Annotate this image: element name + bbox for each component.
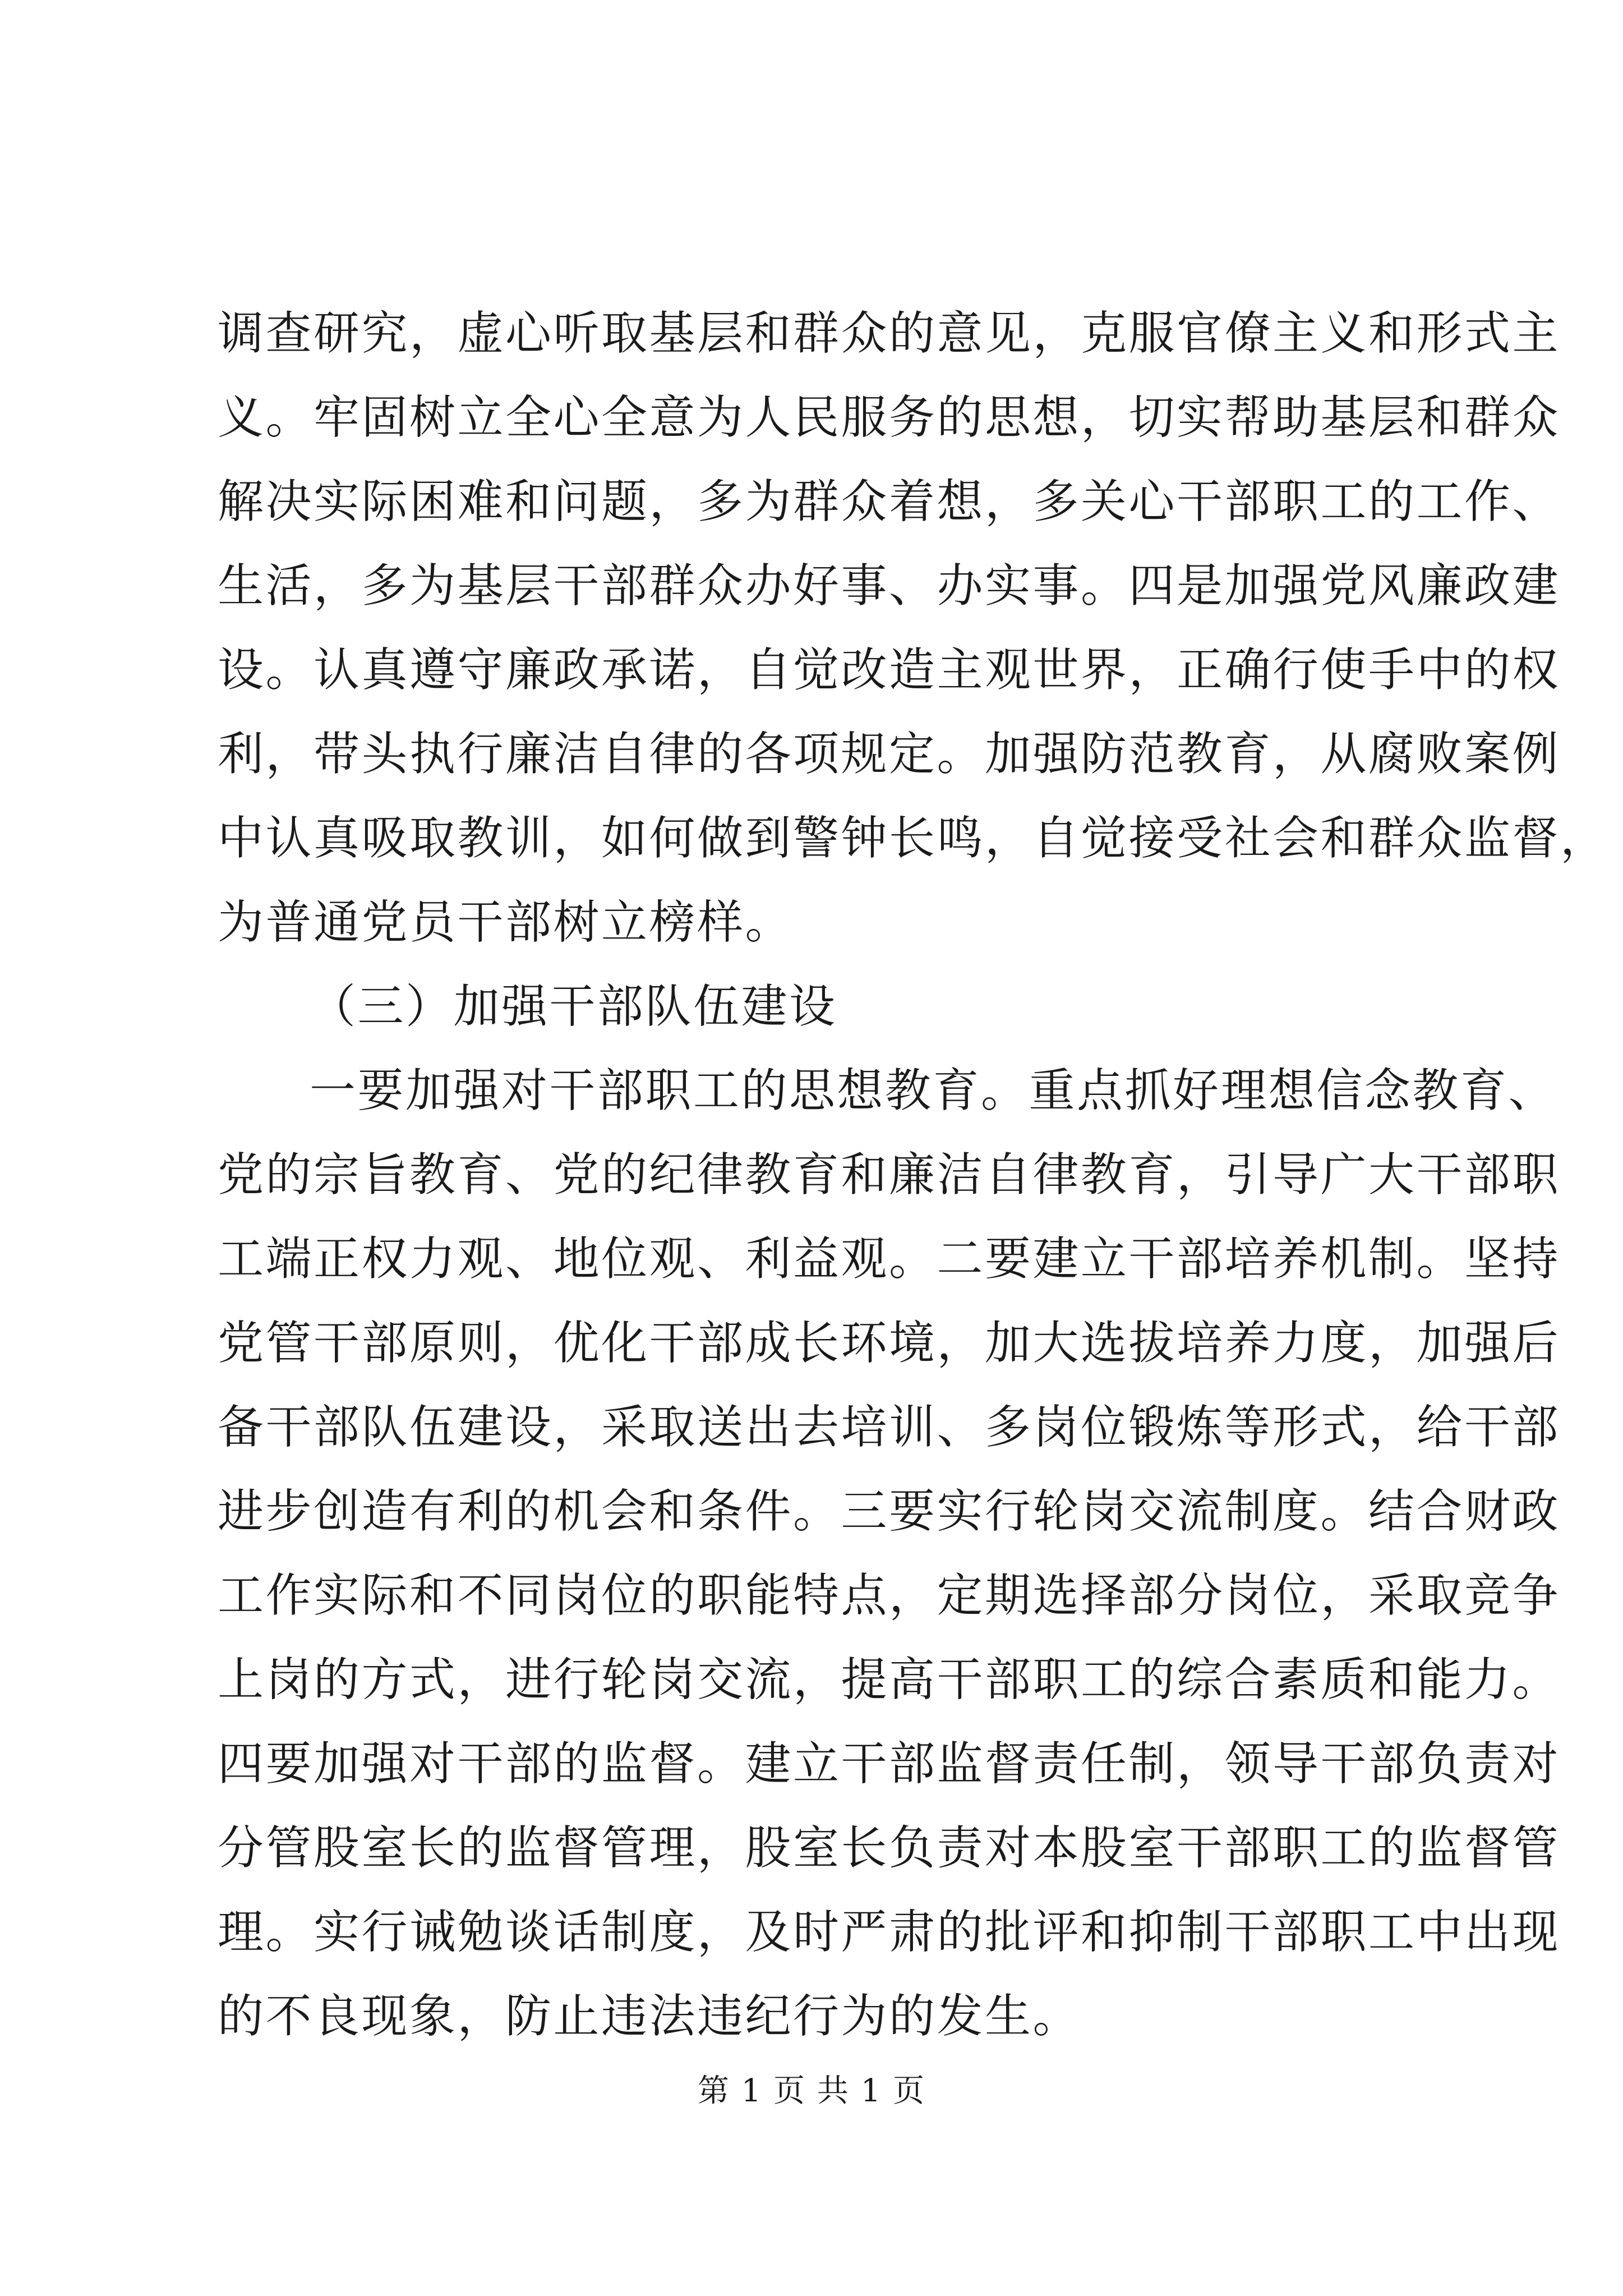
paragraph-line: 义。牢固树立全心全意为人民服务的思想，切实帮助基层和群众	[218, 391, 1561, 444]
paragraph-line: 生活，多为基层干部群众办好事、办实事。四是加强党风廉政建	[218, 559, 1561, 613]
paragraph-line: 调查研究，虚心听取基层和群众的意见，克服官僚主义和形式主	[218, 307, 1561, 360]
paragraph-line: 党管干部原则，优化干部成长环境，加大选拔培养力度，加强后	[218, 1317, 1561, 1370]
paragraph-line: 理。实行诫勉谈话制度，及时严肃的批评和抑制干部职工中出现	[218, 1906, 1561, 1959]
paragraph-line: 备干部队伍建设，采取送出去培训、多岗位锻炼等形式，给干部	[218, 1401, 1561, 1454]
paragraph-line: 党的宗旨教育、党的纪律教育和廉洁自律教育，引导广大干部职	[218, 1148, 1561, 1202]
page-footer: 第 1 页 共 1 页	[697, 2073, 926, 2109]
paragraph-line: 进步创造有利的机会和条件。三要实行轮岗交流制度。结合财政	[218, 1485, 1561, 1538]
paragraph-line: 工作实际和不同岗位的职能特点，定期选择部分岗位，采取竞争	[218, 1569, 1561, 1622]
section-heading: （三）加强干部队伍建设	[310, 980, 837, 1033]
paragraph-line: 上岗的方式，进行轮岗交流，提高干部职工的综合素质和能力。	[218, 1653, 1561, 1706]
document-body	[218, 292, 1608, 2059]
paragraph-line: 为普通党员干部树立榜样。	[218, 896, 794, 949]
paragraph-line: 的不良现象，防止违法违纪行为的发生。	[218, 1990, 1081, 2043]
paragraph-line: 一要加强对干部职工的思想教育。重点抓好理想信念教育、	[310, 1064, 1557, 1117]
paragraph-line: 设。认真遵守廉政承诺，自觉改造主观世界，正确行使手中的权	[218, 643, 1561, 697]
paragraph-line: 四要加强对干部的监督。建立干部监督责任制，领导干部负责对	[218, 1737, 1561, 1791]
paragraph-line: 利，带头执行廉洁自律的各项规定。加强防范教育，从腐败案例	[218, 728, 1561, 781]
paragraph-line: 解决实际困难和问题，多为群众着想，多关心干部职工的工作、	[218, 475, 1561, 528]
paragraph-line: 工端正权力观、地位观、利益观。二要建立干部培养机制。坚持	[218, 1232, 1561, 1286]
paragraph-line: 中认真吸取教训，如何做到警钟长鸣，自觉接受社会和群众监督，	[218, 812, 1608, 865]
paragraph-line: 分管股室长的监督管理，股室长负责对本股室干部职工的监督管	[218, 1821, 1561, 1875]
